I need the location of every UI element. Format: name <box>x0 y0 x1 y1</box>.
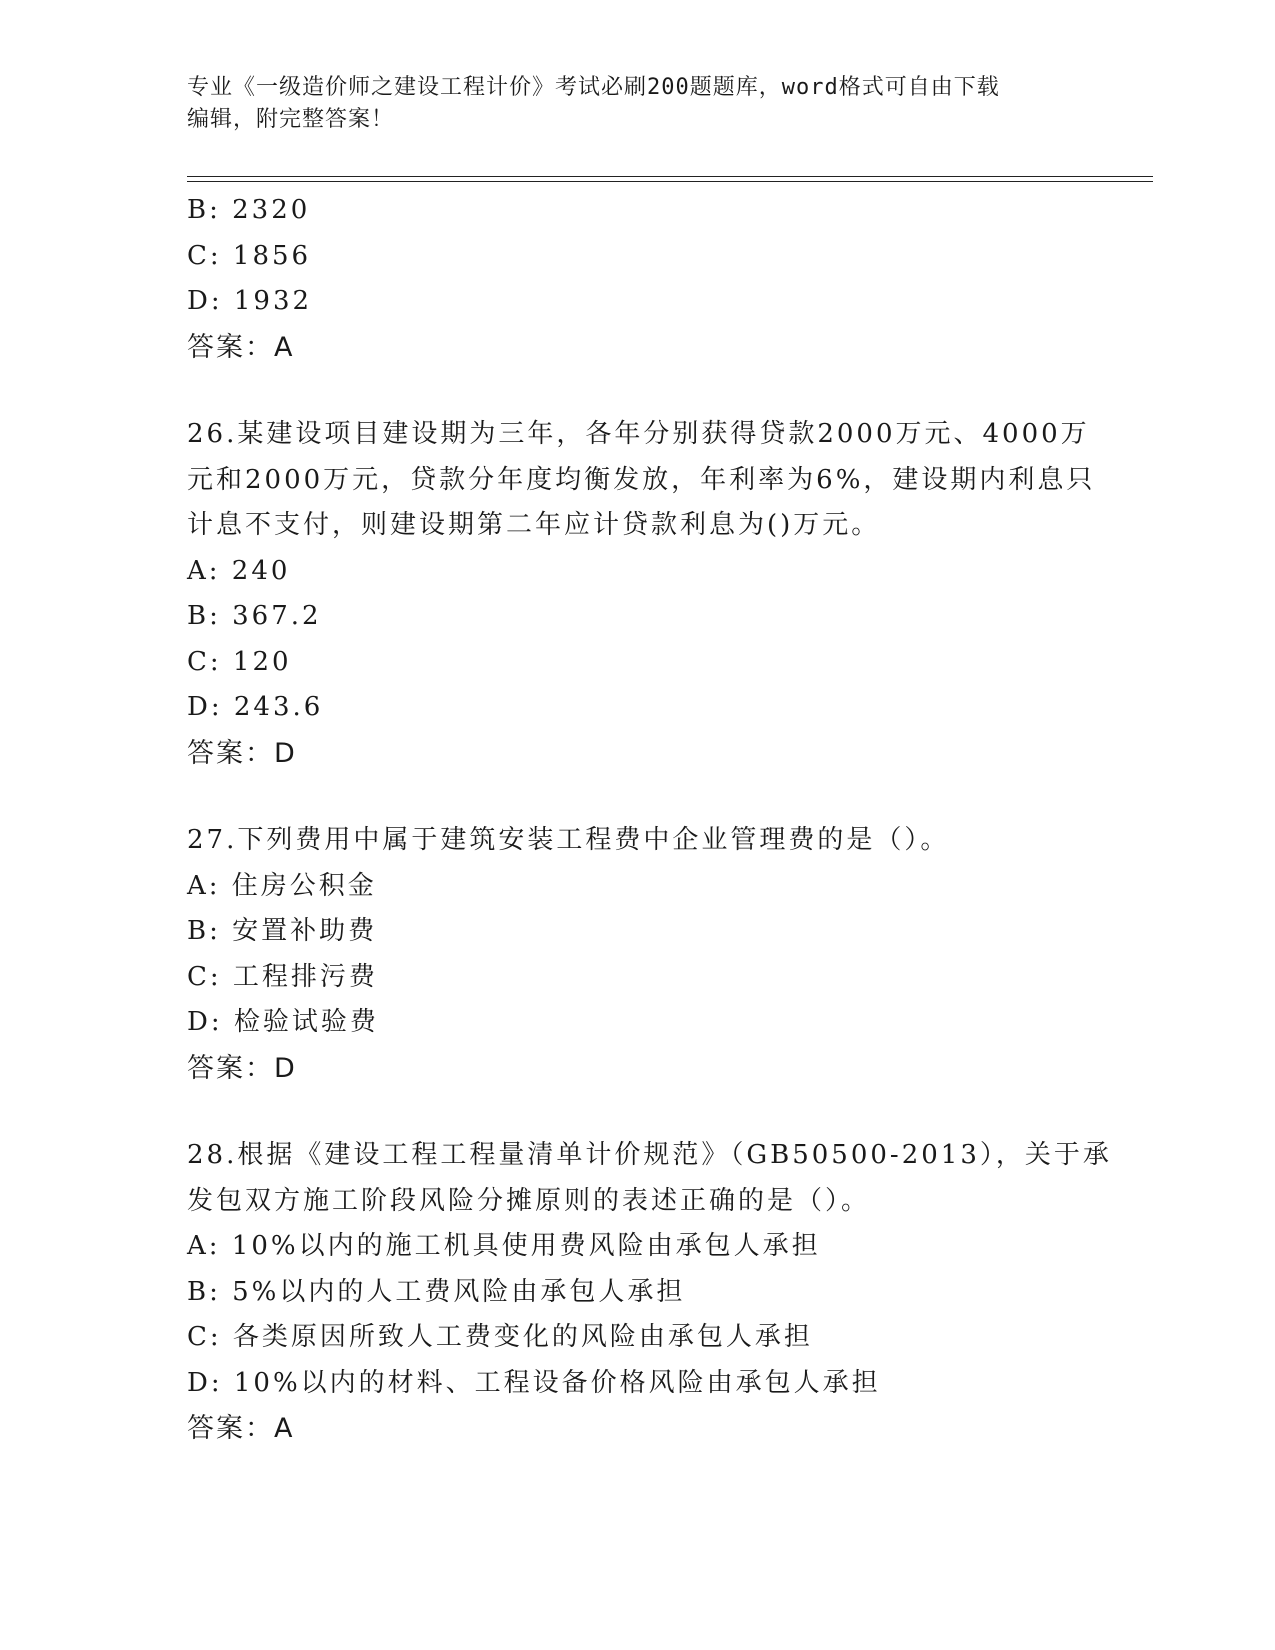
header-line-2: 编辑，附完整答案！ <box>187 107 395 132</box>
answer-line: 答案：D <box>187 737 297 769</box>
option-b: B: 安置补助费 <box>187 916 378 946</box>
option-c: C: 各类原因所致人工费变化的风险由承包人承担 <box>187 1322 813 1352</box>
question-text-line: 27.下列费用中属于建筑安装工程费中企业管理费的是（）。 <box>187 825 950 855</box>
option-d: D: 检验试验费 <box>187 1007 379 1037</box>
option-d: D: 10%以内的材料、工程设备价格风险由承包人承担 <box>187 1367 881 1398</box>
option-c: C: 1856 <box>187 240 312 271</box>
question-text-line: 发包双方施工阶段风险分摊原则的表述正确的是（）。 <box>187 1185 871 1216</box>
header-divider <box>187 176 1153 182</box>
option-b: B: 5%以内的人工费风险由承包人承担 <box>187 1276 686 1307</box>
page-header <box>187 72 1087 136</box>
question-content <box>187 188 1112 1452</box>
answer-line: 答案：A <box>187 331 295 363</box>
question-26 <box>187 412 1096 776</box>
header-line-1: 专业《一级造价师之建设工程计价》考试必刷200题题库，word格式可自由下载 <box>187 75 1000 100</box>
option-a: A: 住房公积金 <box>187 870 377 901</box>
option-a: A: 10%以内的施工机具使用费风险由承包人承担 <box>187 1231 821 1261</box>
option-c: C: 120 <box>187 646 292 677</box>
question-text-line: 元和2000万元，贷款分年度均衡发放，年利率为6%，建设期内利息只 <box>187 464 1096 495</box>
question-text-line: 计息不支付，则建设期第二年应计贷款利息为()万元。 <box>187 510 881 540</box>
prev-question-block <box>187 188 1087 370</box>
option-a: A: 240 <box>187 555 291 586</box>
answer-line: 答案：A <box>187 1413 295 1444</box>
question-27 <box>187 818 1087 1091</box>
answer-line: 答案：D <box>187 1052 297 1084</box>
question-28 <box>187 1133 1112 1452</box>
option-b: B: 367.2 <box>187 601 322 631</box>
question-text-line: 28.根据《建设工程工程量清单计价规范》（GB50500-2013），关于承 <box>187 1140 1112 1170</box>
question-text-line: 26.某建设项目建设期为三年，各年分别获得贷款2000万元、4000万 <box>187 419 1090 449</box>
option-b: B: 2320 <box>187 195 311 225</box>
option-c: C: 工程排污费 <box>187 961 378 992</box>
option-d: D: 243.6 <box>187 692 324 722</box>
option-d: D: 1932 <box>187 286 313 316</box>
